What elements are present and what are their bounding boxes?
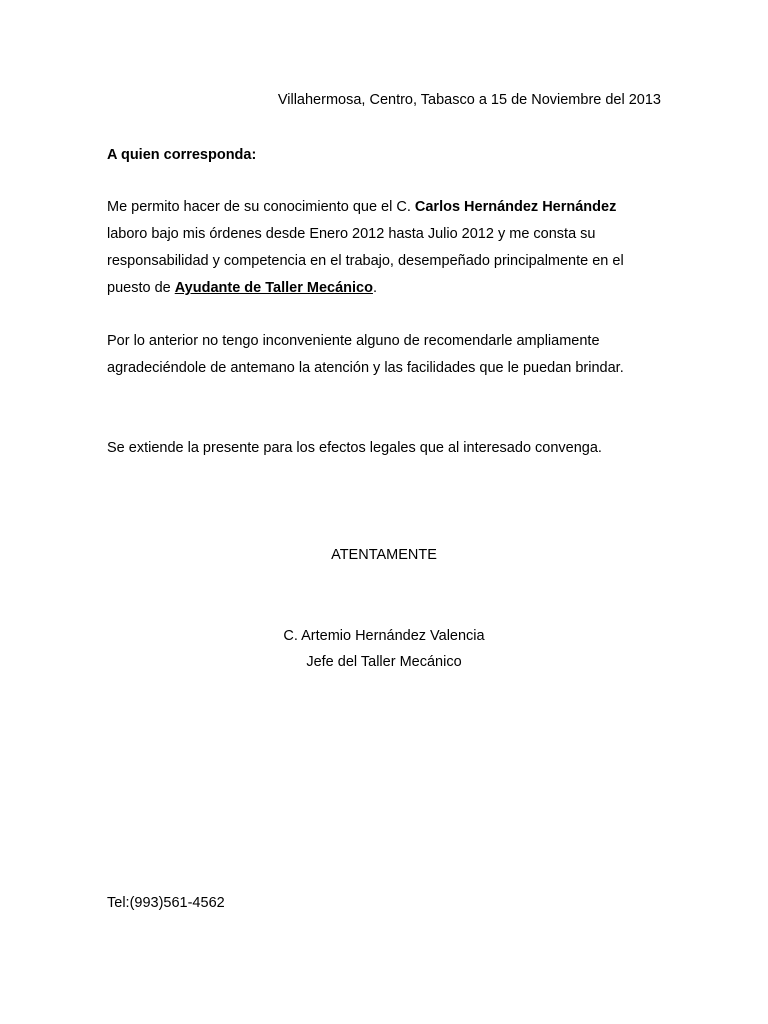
body1-line-1: [107, 194, 624, 221]
body1-line-4: [107, 275, 624, 302]
body2-line-2: agradeciéndole de antemano la atención y las facilidades que le puedan brindar.: [107, 360, 624, 376]
greeting: A quien corresponda:: [107, 147, 257, 163]
employee-name: Carlos Hernández Hernández: [414, 199, 617, 215]
phone-number: Tel:(993)561-4562: [107, 895, 225, 911]
signer-name: C. Artemio Hernández Valencia: [283, 628, 485, 644]
body2-line-1: Por lo anterior no tengo inconveniente alguno de recomendarle ampliamente: [107, 333, 600, 349]
signer-title: Jefe del Taller Mecánico: [306, 654, 462, 670]
body1-line-2: laboro bajo mis órdenes desde Enero 2012 hasta Julio 2012 y me consta su: [107, 226, 596, 242]
body-paragraph-2: [107, 328, 624, 382]
closing: ATENTAMENTE: [331, 547, 437, 563]
body1-line4-suffix: .: [372, 280, 377, 296]
body1-line1-prefix: Me permito hacer de su conocimiento que el C.: [107, 199, 415, 215]
body-paragraph-3: Se extiende la presente para los efectos legales que al interesado convenga.: [107, 440, 602, 456]
body1-line4-prefix: puesto de: [107, 280, 175, 296]
body-paragraph-1: [107, 194, 624, 302]
job-position: Ayudante de Taller Mecánico: [174, 280, 373, 296]
body1-line-3: responsabilidad y competencia en el trabajo, desempeñado principalmente en el: [107, 253, 624, 269]
date-line: Villahermosa, Centro, Tabasco a 15 de Noviembre del 2013: [277, 92, 661, 108]
